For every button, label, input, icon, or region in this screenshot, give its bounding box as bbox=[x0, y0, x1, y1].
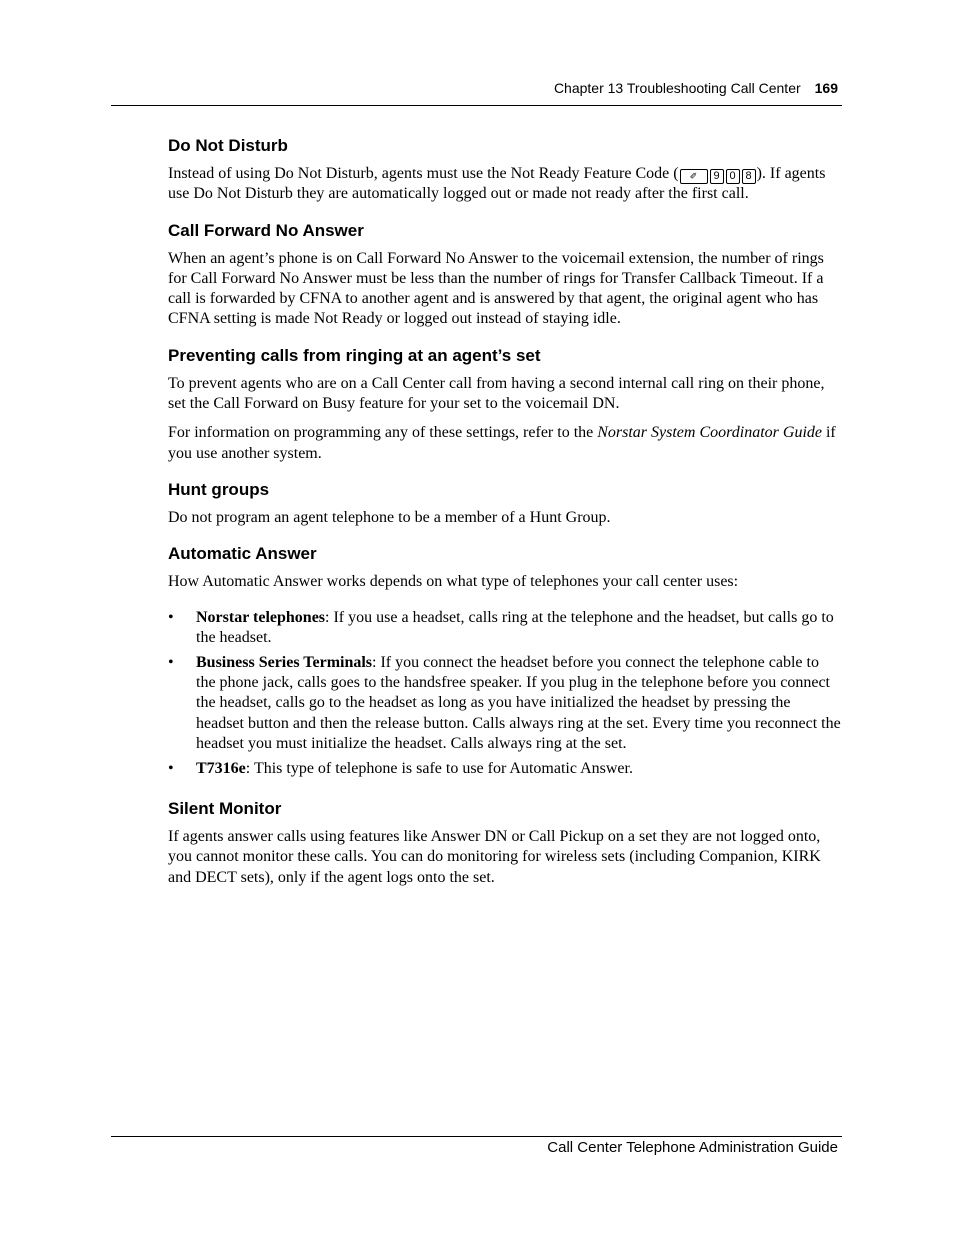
footer-rule bbox=[111, 1136, 842, 1137]
header-rule bbox=[111, 105, 842, 106]
guide-title: Norstar System Coordinator Guide bbox=[597, 424, 822, 442]
chapter-title: Chapter 13 Troubleshooting Call Center bbox=[553, 80, 801, 96]
key-0: 0 bbox=[726, 169, 740, 184]
page-number: 169 bbox=[814, 80, 838, 96]
preventing-paragraph-1: To prevent agents who are on a Call Center call from having a second internal call ring on their phone, set the Call Forward on Busy feature for your set to the voicemail DN. bbox=[168, 374, 825, 413]
list-item: • Business Series Terminals: If you connect the headset before you connect the telephone cable to the phone jack, calls goes to the handsfree speaker. If you plug in the telephone before you connect the headset, calls go to the headset as long as you have initialized the headset by pressing the headset button and then the release button. Calls always ring at the set. Every time you reconnect the headset you must initialize the headset. Calls always ring at the set. bbox=[168, 653, 841, 752]
dnd-paragraph: Instead of using Do Not Disturb, agents must use the Not Ready Feature Code ( ✐ 9 0 8 ). If agents use Do Not Disturb they are automatically logged out or made not ready after the first call. bbox=[168, 165, 826, 203]
heading-silent-monitor: Silent Monitor bbox=[168, 798, 282, 818]
page-footer: Call Center Telephone Administration Guide bbox=[547, 1139, 838, 1156]
preventing-paragraph-2: For information on programming any of these settings, refer to the Norstar System Coordinator Guide if you use another system. bbox=[168, 424, 836, 462]
list-item: • Norstar telephones: If you use a headset, calls ring at the telephone and the headset, but calls go to the headset. bbox=[168, 608, 834, 646]
cfna-paragraph: When an agent’s phone is on Call Forward No Answer to the voicemail extension, the number of rings for Call Forward No Answer must be less than the number of rings for Transfer Callback Timeout. If a call is forwarded by CFNA to another agent and is answered by that agent, the original agent who has CFNA setting is made Not Ready or logged out instead of staying idle. bbox=[168, 249, 824, 328]
page-header bbox=[554, 80, 838, 96]
list-item: • T7316e: This type of telephone is safe to use for Automatic Answer. bbox=[168, 759, 842, 779]
heading-hunt-groups: Hunt groups bbox=[168, 479, 270, 499]
bullet-icon: • bbox=[168, 608, 174, 626]
heading-call-forward-no-answer: Call Forward No Answer bbox=[168, 220, 364, 240]
bullet-icon: • bbox=[168, 759, 174, 777]
feature-key-icon: ✐ bbox=[680, 169, 708, 184]
heading-do-not-disturb: Do Not Disturb bbox=[168, 136, 288, 155]
auto-answer-list bbox=[168, 608, 842, 779]
auto-answer-intro: How Automatic Answer works depends on what type of telephones your call center uses: bbox=[168, 573, 739, 591]
key-9: 9 bbox=[710, 169, 724, 184]
bullet-icon: • bbox=[168, 653, 174, 671]
silent-paragraph: If agents answer calls using features like Answer DN or Call Pickup on a set they are not logged onto, you cannot monitor these calls. You can do monitoring for wireless sets (including Companion, KIRK and DECT sets), only if the agent logs onto the set. bbox=[168, 827, 821, 886]
key-8: 8 bbox=[742, 169, 756, 184]
page-content bbox=[168, 134, 842, 888]
heading-automatic-answer: Automatic Answer bbox=[168, 544, 317, 564]
hunt-paragraph: Do not program an agent telephone to be a member of a Hunt Group. bbox=[168, 508, 611, 526]
heading-preventing-calls: Preventing calls from ringing at an agent’s set bbox=[168, 345, 541, 365]
